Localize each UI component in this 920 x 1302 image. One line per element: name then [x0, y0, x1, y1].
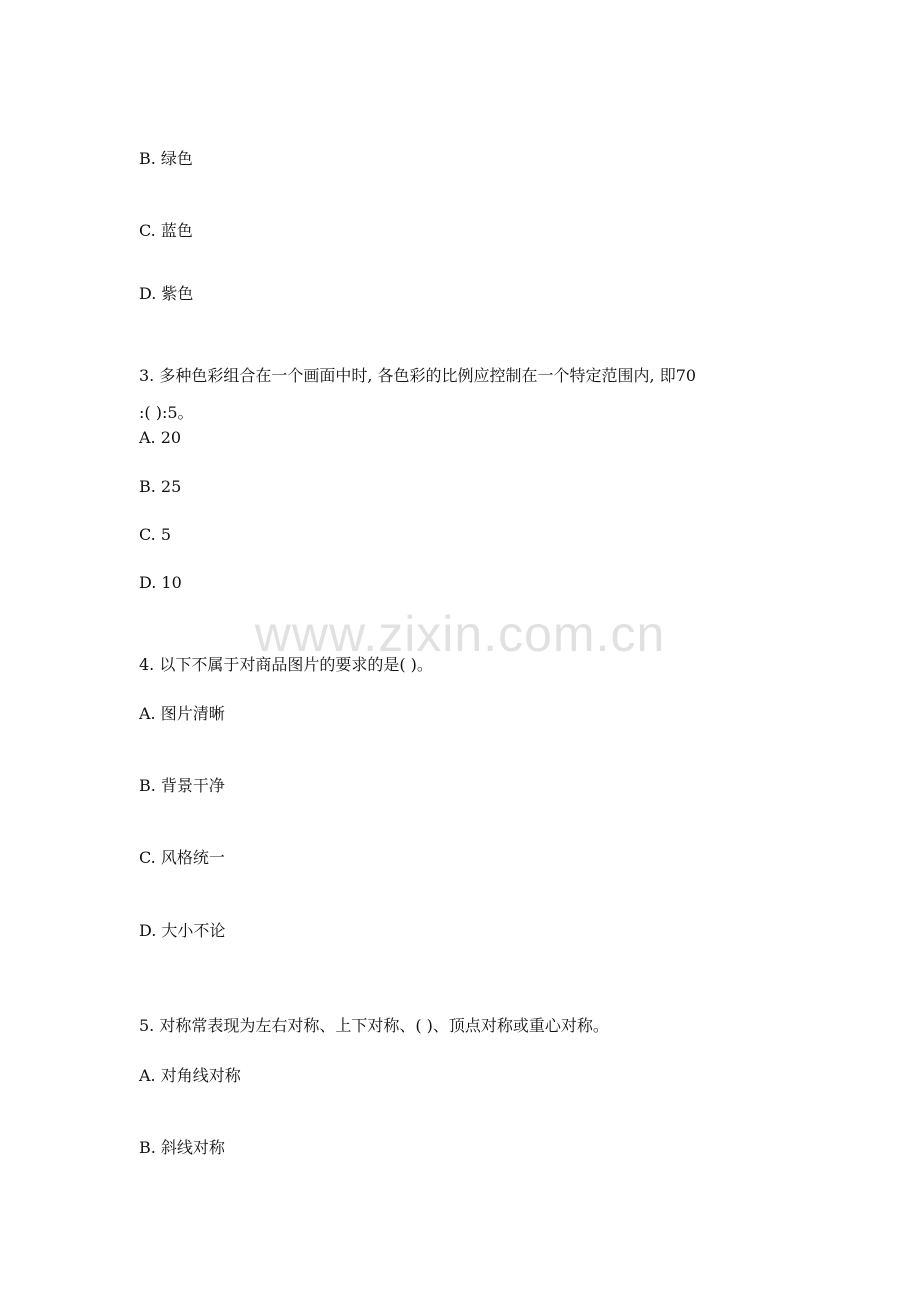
q2-option-c: C. 蓝色 [139, 221, 193, 240]
q3-stem-line2: :( ):5。 [139, 403, 194, 422]
watermark: www.zixin.com.cn [254, 606, 666, 662]
q2-option-d: D. 紫色 [139, 284, 194, 303]
q5-option-a: A. 对角线对称 [139, 1066, 241, 1085]
q3-stem-line1: 3. 多种色彩组合在一个画面中时, 各色彩的比例应控制在一个特定范围内, 即70 [139, 366, 697, 385]
q3-option-a: A. 20 [139, 428, 182, 447]
q4-option-d: D. 大小不论 [139, 921, 226, 940]
q2-option-b: B. 绿色 [139, 149, 193, 168]
q5-option-b: B. 斜线对称 [139, 1138, 225, 1157]
q4-option-c: C. 风格统一 [139, 848, 225, 867]
q4-option-a: A. 图片清晰 [139, 704, 225, 723]
q4-stem: 4. 以下不属于对商品图片的要求的是( )。 [139, 655, 433, 674]
q5-stem: 5. 对称常表现为左右对称、上下对称、( )、顶点对称或重心对称。 [139, 1016, 609, 1035]
q3-option-c: C. 5 [139, 525, 172, 544]
q3-option-b: B. 25 [139, 477, 182, 496]
q3-option-d: D. 10 [139, 573, 182, 592]
q4-option-b: B. 背景干净 [139, 776, 225, 795]
